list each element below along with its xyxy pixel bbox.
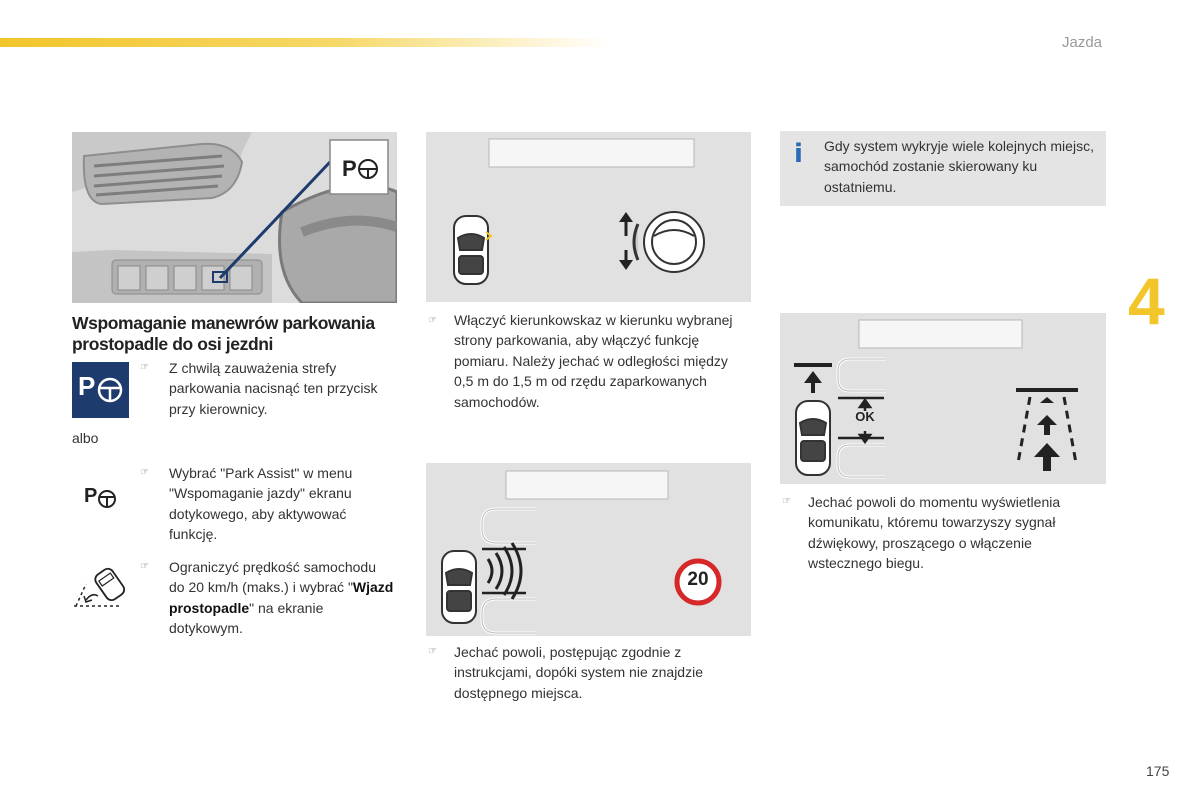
bullet-icon: ☞ [782,496,791,507]
info-icon: i [794,139,803,169]
step-press-button-text: Z chwilą zauważenia strefy parkowania nacisnąć ten przycisk przy kierownicy. [169,360,378,417]
or-label: albo [72,430,99,446]
step-indicator-text: Włączyć kierunkowskaz w kierunku wybranej strony parkowania, aby włączyć funkcję pomiaru. Należy jechać w odległości między 0,5 m do 1,5 m od rzędu zaparkowanych samochodów. [454,312,733,410]
svg-text:P: P [342,156,357,181]
bullet-icon: ☞ [140,362,149,373]
perpendicular-parking-icon [72,562,130,610]
dashboard-photo [72,132,397,303]
header-accent-bar [0,38,610,47]
step-drive-slowly-text: Jechać powoli, postępując zgodnie z instrukcjami, dopóki system nie znajdzie dostępnego miejsca. [454,644,703,701]
mode-name-bold: Wjazd prostopadle [169,579,394,616]
park-assist-button-icon [72,362,129,418]
ok-label: OK [855,409,875,424]
park-assist-small-icon [84,482,124,514]
svg-text:P: P [84,485,98,507]
step-speed-limit-text: Ograniczyć prędkość samochodu do 20 km/h (maks.) i wybrać "Wjazd prostopadle" na ekranie dotykowym. [169,559,394,637]
bullet-icon: ☞ [140,467,149,478]
section-heading: Wspomaganie manewrów parkowania prostopadle do osi jezdni [72,313,375,354]
reverse-gear-illustration [780,313,1106,484]
step-reverse-gear-text: Jechać powoli do momentu wyświetlenia komunikatu, któremu towarzyszy sygnał dźwiękowy, proszącego o włączenie wstecznego biegu. [808,494,1061,572]
bullet-icon: ☞ [140,561,149,572]
section-label: Jazda [1062,34,1103,51]
bullet-icon: ☞ [428,315,437,326]
page-number: 175 [1146,763,1170,779]
speed-limit-sign: 20 [687,569,709,590]
search-space-illustration [426,463,751,636]
park-icon-letter: P [78,371,96,401]
indicator-illustration [426,132,751,302]
step-touchscreen-text: Wybrać "Park Assist" w menu "Wspomaganie jazdy" ekranu dotykowego, aby aktywować funkcję. [169,465,353,543]
bullet-icon: ☞ [428,646,437,657]
info-note-text: Gdy system wykryje wiele kolejnych miejsc, samochód zostanie skierowany ku ostatniemu. [824,138,1094,195]
car-icon [454,216,488,284]
chapter-number: 4 [1128,264,1165,338]
